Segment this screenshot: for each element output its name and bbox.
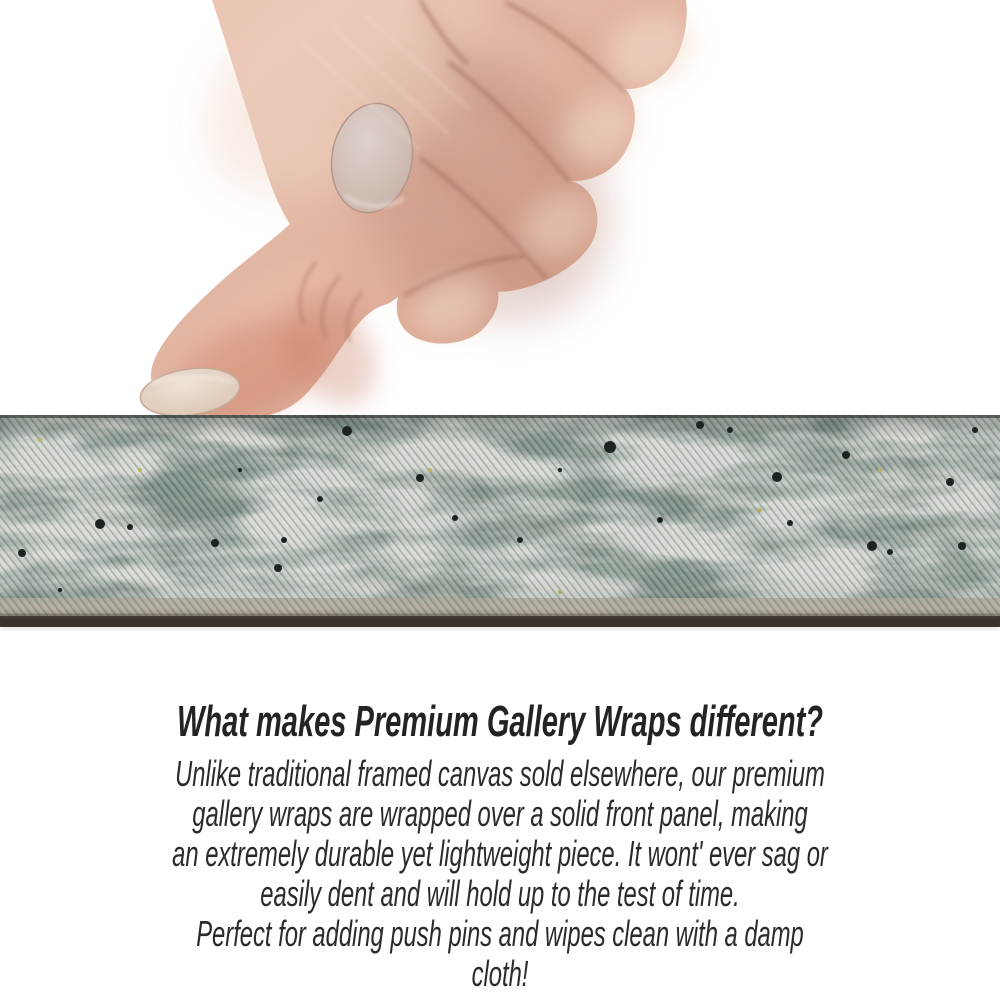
canvas-edge-photo [0, 415, 1000, 631]
hand-photo-area [0, 0, 1000, 420]
headline: What makes Premium Gallery Wraps different? [176, 697, 824, 746]
hand-pressing-canvas-photo [0, 0, 1000, 420]
canvas-texture [0, 415, 1000, 631]
body-line-4: easily dent and will hold up to the test of time. [260, 873, 740, 914]
body-line-2: gallery wraps are wrapped over a solid front panel, making [192, 793, 808, 834]
body-line-5: Perfect for adding push pins and wipes clean with a damp cloth! [196, 913, 804, 994]
body-line-1: Unlike traditional framed canvas sold elsewhere, our premium [175, 753, 825, 794]
marketing-copy [170, 697, 830, 994]
body-line-3: an extremely durable yet lightweight piece. It wont' ever sag or [172, 833, 828, 874]
